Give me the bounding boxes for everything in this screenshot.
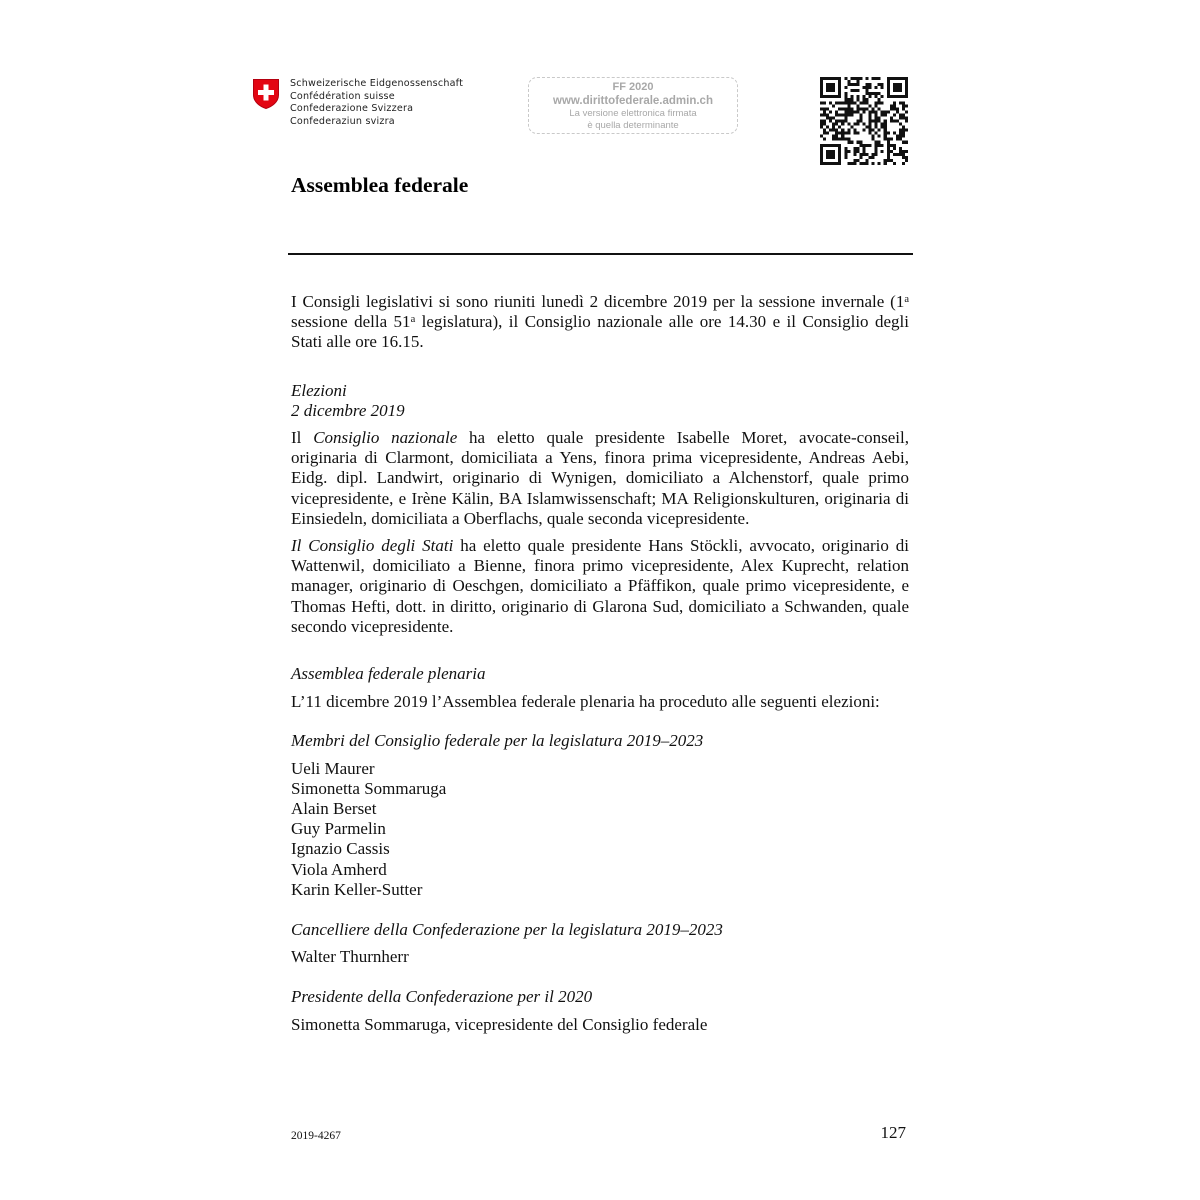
ff-code: FF 2020 [612,81,654,93]
intro-superscript-2: a [410,314,416,326]
stati-emphasis: Il Consiglio degli Stati [291,536,454,556]
intro-paragraph [291,292,909,353]
intro-text-2: sessione della 51 [291,312,411,332]
presidente-heading: Presidente della Confederazione per il 2020 [291,987,593,1007]
plenaria-intro: L’11 dicembre 2019 l’Assemblea federale plenaria ha proceduto alle seguenti elezioni: [291,692,880,712]
swiss-cross-shield-icon [252,78,280,110]
consiglio-stati-paragraph [291,536,909,637]
page-title: Assemblea federale [291,173,469,197]
confederation-names [290,78,463,128]
intro-superscript-1: a [904,294,909,305]
qr-code-icon [820,77,908,165]
plenaria-heading: Assemblea federale plenaria [291,664,486,684]
consiglio-federale-heading: Membri del Consiglio federale per la legislatura 2019–2023 [291,731,704,751]
list-item: Ueli Maurer [291,758,375,778]
document-number: 2019-4267 [291,1130,341,1142]
stati-text: ha eletto quale presidente Hans Stöckli, avvocato, originario di Wattenwil, domiciliato a Bienne, finora primo vicepresidente, Alex Kuprecht, relation manager, originario di Oeschgen, domiciliato a Pfäffikon, quale primo vicepresidente, e Thomas Hefti, dott. in diritto, originario di Glarona Sud, domiciliato a Schwanden, quale secondo vicepresidente. [291,536,909,636]
elezioni-date: 2 dicembre 2019 [291,400,405,420]
cancelliere-name: Walter Thurnherr [291,947,409,967]
title-divider [288,253,913,255]
elezioni-heading-block [291,381,909,421]
consiglio-federale-members [291,759,909,900]
list-item: Ignazio Cassis [291,839,390,859]
intro-text-3: legislatura), il Consiglio nazionale alle ore 14.30 e il Consiglio degli Stati alle ore 16.15. [291,312,909,352]
nazionale-text: ha eletto quale presidente Isabelle Moret, avocate-conseil, originaria di Clarmont, domiciliata a Yens, finora prima vicepresidente, Andreas Aebi, Eidg. dipl. Landwirt, originario di Wynigen, domiciliato a Alchenstorf, quale primo vicepresidente, e Irène Kälin, BA Islamwissenschaft; MA Religionskulturen, originaria di Einsiedeln, domiciliata a Oberflachs, quale seconda vicepresidente. [291,428,910,528]
ff-note-line2: è quella determinante [587,119,679,131]
page-number: 127 [880,1123,906,1142]
ff-url: www.dirittofederale.admin.ch [553,95,713,107]
confederation-name-fr: Confédération suisse [290,90,395,102]
confederation-name-it: Confederazione Svizzera [290,103,414,115]
list-item: Guy Parmelin [291,819,386,839]
list-item: Alain Berset [291,799,377,819]
nazionale-emphasis: Consiglio nazionale [313,428,458,448]
ff-stamp [528,77,738,134]
intro-text-1: I Consigli legislativi si sono riuniti lunedì 2 dicembre 2019 per la sessione invernale (1 [291,292,905,311]
list-item: Simonetta Sommaruga [291,778,447,798]
elezioni-heading: Elezioni [291,380,347,400]
ff-note-line1: La versione elettronica firmata [569,108,697,119]
nazionale-lead: Il [291,428,314,448]
consiglio-nazionale-paragraph [291,428,909,529]
list-item: Karin Keller-Sutter [291,879,423,899]
confederation-name-rm: Confederaziun svizra [290,115,395,127]
presidente-name: Simonetta Sommaruga, vicepresidente del Consiglio federale [291,1014,708,1034]
confederation-name-de: Schweizerische Eidgenossenschaft [290,78,464,89]
document-body [291,292,909,1035]
cancelliere-heading: Cancelliere della Confederazione per la legislatura 2019–2023 [291,920,723,940]
list-item: Viola Amherd [291,859,387,879]
